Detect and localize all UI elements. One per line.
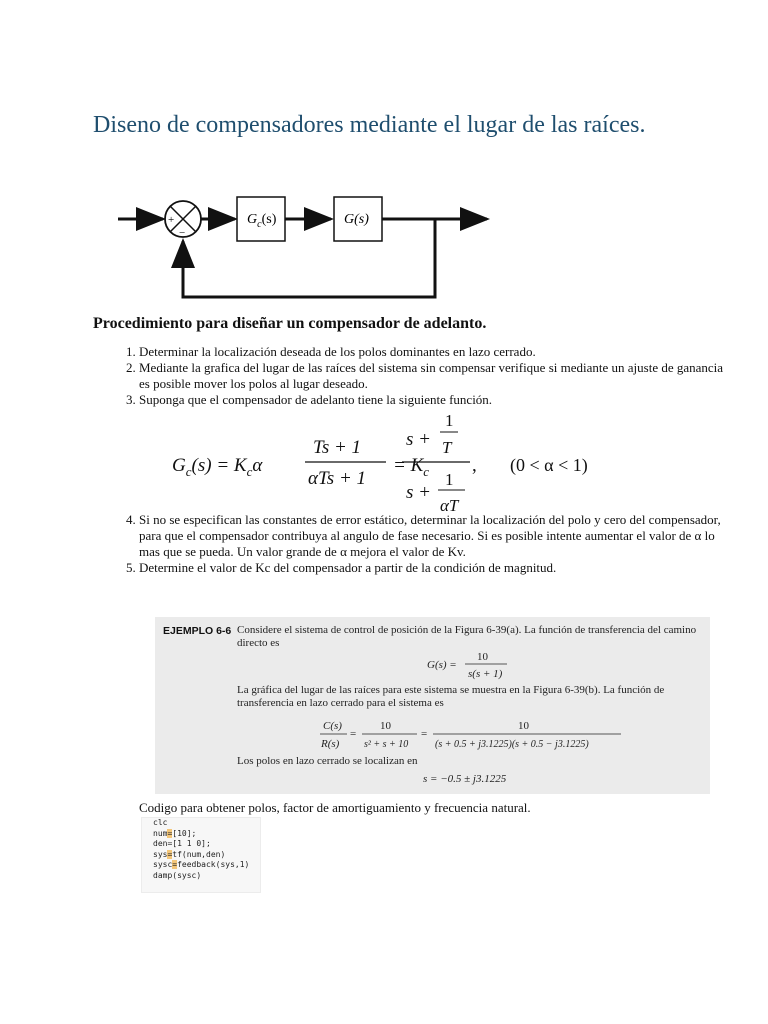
step-4: 4. Si no se especifican las constantes de error estático, determinar la localización del polo y cero del compensador, para que el compensador contribuya al angulo de fase necesario. Si es posible intente aumentar el valor de α lo mas que se pueda. Un valor grande de α mejora el valor de Kv. [139,512,729,560]
svg-text:R(s): R(s) [321,738,340,750]
svg-text:(s + 0.5 + j3.1225)(s + 0.5 −: (s + 0.5 + j3.1225)(s + 0.5 − j3.1225) [435,739,589,750]
summing-junction [165,201,201,239]
step-2: 2. Mediante la grafica del lugar de las raíces del sistema sin compensar verifique si mediante un ajuste de ganancia es posible mover los polos al lugar deseado. [139,360,729,392]
svg-text:=: = [350,728,357,740]
forward-tf-formula [425,647,525,683]
svg-text:10: 10 [518,720,529,732]
sum-plus-sign: + [168,214,175,226]
block-diagram [115,185,495,305]
step-3: 3. Suponga que el compensador de adelanto tiene la siguiente función. [139,392,729,408]
fraction1-numerator: Ts + 1 [313,437,362,458]
svg-text:1: 1 [445,470,454,489]
svg-text:s +: s + [406,429,431,450]
example-box [155,617,710,794]
svg-text:s +: s + [406,482,431,503]
svg-text:= Kc: = $K_c$ [393,455,430,479]
svg-text:s(s + 1): s(s + 1) [468,668,503,680]
compensator-label: $G_c(s)$ [247,212,277,230]
code-snippet [141,817,261,893]
procedure-heading: Procedimiento para diseñar un compensador de adelanto. [93,315,487,332]
svg-text:=: = [421,728,428,740]
example-paragraph-3: Los polos en lazo cerrado se localizan en [237,755,418,767]
svg-text:1: 1 [445,412,454,430]
example-label: EJEMPLO 6-6 [163,625,232,637]
fraction1-denominator: αTs + 1 [308,468,367,489]
svg-text:s² + s + 10: s² + s + 10 [364,739,409,750]
plant-label: G(s) [344,212,369,227]
code-line: clc [153,818,168,827]
example-paragraph-1: Considere el sistema de control de posición de la Figura 6-39(a). La función de transferencia del camino directo es [237,624,697,649]
closed-loop-formula [305,714,635,754]
svg-text:αT: αT [440,496,459,515]
lead-compensator-formula [170,412,630,516]
sum-minus-sign: − [179,227,186,239]
step-1: 1. Determinar la localización deseada de los polos dominantes en lazo cerrado. [139,344,729,360]
svg-text:Gc(s) = Kcα: $G_c(s) = K_c\alpha$ [172,455,263,479]
feedback-path [183,219,435,297]
code-line: sysc=feedback(sys,1) [153,860,250,869]
svg-text:T: T [442,438,452,457]
svg-text:,: , [472,455,477,476]
code-caption: Codigo para obtener polos, factor de amortiguamiento y frecuencia natural. [139,800,531,815]
code-line: num=[10]; [153,828,197,838]
svg-text:10: 10 [380,720,391,732]
step-5: 5. Determine el valor de Kc del compensador a partir de la condición de magnitud. [139,560,729,576]
svg-text:10: 10 [477,651,488,663]
page-title: Diseno de compensadores mediante el lugar de las raíces. [93,112,646,138]
code-line: sys=tf(num,den) [153,849,226,859]
code-line: damp(sysc) [153,870,202,880]
closed-loop-poles: s = −0.5 ± j3.1225 [423,773,507,785]
svg-text:G(s) =: G(s) = [427,659,457,671]
example-paragraph-2: La gráfica del lugar de las raíces para este sistema se muestra en la Figura 6-39(b). La función de transferencia en lazo cerrado para el sistema es [237,684,665,709]
svg-text:(0 < α < 1): (0 < α < 1) [510,455,588,475]
code-line: den=[1 1 0]; [153,839,211,848]
svg-text:C(s): C(s) [323,720,342,732]
